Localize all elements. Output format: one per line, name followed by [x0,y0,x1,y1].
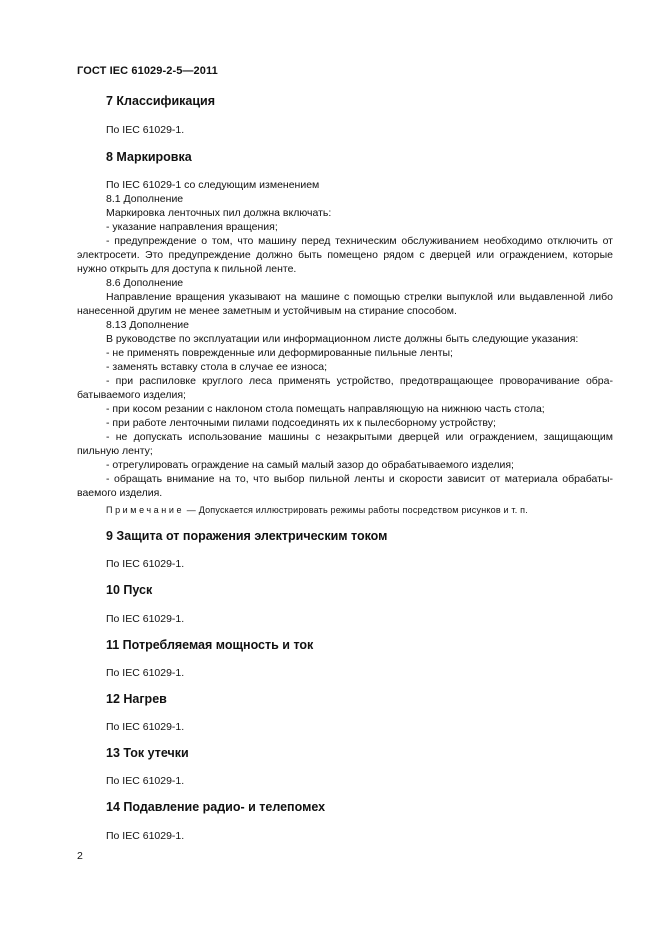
list-item: - предупреждение о том, что машину перед техническим обслуживанием необходимо отключить от электросети. Это предупреждение должно быть помещено рядом с дверцей или ограждением, которые нужно открыть для доступа к пильной ленте. [77,235,613,275]
section-10-heading: 10 Пуск [106,583,153,597]
list-item: - отрегулировать ограждение на самый малый зазор до обрабатываемого изделия; [106,459,514,471]
list-item: - при работе ленточными пилами подсоединять их к пылесборному устройству; [106,417,496,429]
document-code-header: ГОСТ IEC 61029-2-5—2011 [77,65,218,77]
section-13-heading: 13 Ток утечки [106,746,189,760]
section-9-heading: 9 Защита от поражения электрическим током [106,529,388,543]
section-8-intro: По IEC 61029-1 со следующим изменением [106,179,320,191]
section-14-heading: 14 Подавление радио- и телепомех [106,800,326,814]
note-label: Примечание [106,505,185,515]
list-item: - обращать внимание на то, что выбор пильной ленты и скорости зависит от материала обрабатываемого изделия. [77,473,613,499]
section-12-text: По IEC 61029-1. [106,721,185,733]
section-8-heading: 8 Маркировка [106,150,192,164]
section-14-text: По IEC 61029-1. [106,830,185,842]
list-item: - при распиловке круглого леса применять устройство, предотвращающее проворачивание обрабатываемого изделия; [77,375,613,401]
section-10-text: По IEC 61029-1. [106,613,185,625]
section-11-heading: 11 Потребляемая мощность и ток [106,638,314,652]
section-7-heading: 7 Классификация [106,94,216,108]
page-number: 2 [77,850,83,862]
section-9-text: По IEC 61029-1. [106,558,185,570]
note-text: — Допускается иллюстрировать режимы работы посредством рисунков и т. п. [184,505,528,515]
subsection-8-13-lead: В руководстве по эксплуатации или информационном листе должны быть следующие указания: [106,333,579,345]
section-13-text: По IEC 61029-1. [106,775,185,787]
section-7-text: По IEC 61029-1. [106,124,185,136]
list-item: - не применять поврежденные или деформированные пильные ленты; [106,347,453,359]
subsection-8-6-text: Направление вращения указывают на машине с помощью стрелки выпуклой или выдавленной либо нанесенной другим не менее заметным и устойчивым на стирание способом. [77,291,613,317]
note [106,505,528,515]
subsection-8-1-lead: Маркировка ленточных пил должна включать: [106,207,332,219]
subsection-8-6-title: 8.6 Дополнение [106,277,184,289]
list-item: - указание направления вращения; [106,221,278,233]
subsection-8-1-title: 8.1 Дополнение [106,193,184,205]
section-12-heading: 12 Нагрев [106,692,167,706]
list-item: - при косом резании с наклоном стола помещать направляющую на нижнюю часть стола; [106,403,545,415]
list-item: - заменять вставку стола в случае ее износа; [106,361,328,373]
subsection-8-13-title: 8.13 Дополнение [106,319,189,331]
section-11-text: По IEC 61029-1. [106,667,185,679]
list-item: - не допускать использование машины с незакрытыми дверцей или ограждением, защищающим пильную ленту; [77,431,613,457]
